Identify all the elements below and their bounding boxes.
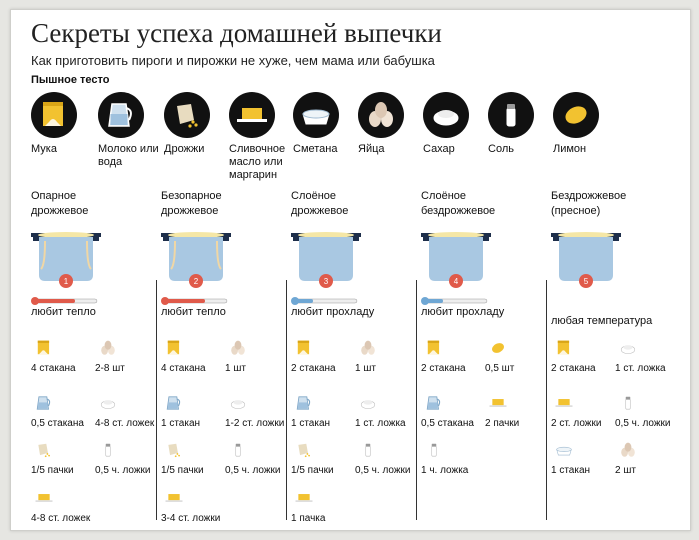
ingredient-1: [31, 92, 101, 156]
ingredient-label: Молоко или вода: [98, 143, 159, 168]
butter-icon: [485, 390, 549, 414]
amount-label: 2 ст. ложки: [551, 418, 602, 429]
amount-item: [161, 390, 225, 430]
amount-item: [421, 437, 485, 477]
yeast-icon: [161, 437, 225, 461]
dough-number-badge: 1: [63, 277, 69, 286]
amount-item: [95, 437, 159, 477]
ingredient-9: [553, 92, 623, 156]
ingredient-8: [488, 92, 558, 156]
lemon-icon: [485, 335, 549, 359]
amount-label: 1 ч. ложка: [421, 465, 469, 476]
dough-number-badge: 5: [583, 277, 589, 286]
amount-label: 0,5 ч. ложки: [225, 465, 281, 476]
pot-icon: [31, 225, 101, 294]
sugar-icon: [355, 390, 419, 414]
amount-label: 0,5 шт: [485, 363, 515, 374]
salt-icon: [225, 437, 289, 461]
ingredient-label: Яйца: [358, 143, 385, 155]
salt-icon: [95, 437, 159, 461]
amount-label: 2 стакана: [291, 363, 336, 374]
flour-icon: [291, 335, 355, 359]
temperature-note: любит тепло: [31, 306, 96, 318]
sugar-icon: [225, 390, 289, 414]
sugar-icon: [615, 335, 679, 359]
column-divider: [156, 280, 157, 520]
dough-title: Бездрожжевое (пресное): [551, 190, 627, 217]
flour-icon: [421, 335, 485, 359]
amount-item: [291, 390, 355, 430]
ingredient-7: [423, 92, 493, 156]
amount-item: [31, 485, 95, 525]
sugar-icon: [95, 390, 159, 414]
amount-item: [615, 335, 679, 375]
amount-item: [421, 335, 485, 375]
sour-cream-icon: [551, 437, 615, 461]
yeast-icon: [31, 437, 95, 461]
amount-label: 0,5 ч. ложки: [95, 465, 151, 476]
amount-item: [161, 437, 225, 477]
amount-label: 1/5 пачки: [31, 465, 74, 476]
amount-item: [485, 335, 549, 375]
flour-icon: [161, 335, 225, 359]
temperature-note: любая температура: [551, 315, 653, 327]
amount-label: 4-8 ст. ложек: [31, 513, 91, 524]
amount-item: [355, 437, 419, 477]
amount-label: 4 стакана: [161, 363, 206, 374]
pot-icon: [291, 225, 361, 294]
sour-cream-icon: [293, 92, 339, 138]
column-divider: [546, 280, 547, 520]
amount-item: [31, 390, 95, 430]
temperature-note: любит тепло: [161, 306, 226, 318]
amount-item: [161, 335, 225, 375]
eggs-icon: [95, 335, 159, 359]
amount-label: 2 стакана: [551, 363, 596, 374]
dough-title: Опарное дрожжевое: [31, 190, 89, 217]
amount-label: 0,5 ч. ложки: [615, 418, 671, 429]
yeast-icon: [291, 437, 355, 461]
amount-item: [161, 485, 225, 525]
ingredient-label: Сахар: [423, 143, 455, 155]
dough-title: Слоёное дрожжевое: [291, 190, 349, 217]
amount-item: [615, 390, 679, 430]
ingredient-5: [293, 92, 363, 156]
column-divider: [416, 280, 417, 520]
ingredient-label: Сметана: [293, 143, 338, 155]
amount-label: 3-4 ст. ложки: [161, 513, 221, 524]
amount-item: [225, 437, 289, 477]
ingredient-label: Соль: [488, 143, 514, 155]
amount-label: 1 стакан: [551, 465, 591, 476]
ingredient-label: Сливочное масло или маргарин: [229, 143, 286, 181]
amount-item: [551, 335, 615, 375]
lemon-icon: [553, 92, 599, 138]
milk-jug-icon: [161, 390, 225, 414]
amount-label: 1/5 пачки: [161, 465, 204, 476]
amount-label: 2-8 шт: [95, 363, 125, 374]
page-subtitle: Как приготовить пироги и пирожки не хуже, чем мама или бабушка: [31, 53, 435, 68]
ingredient-label: Мука: [31, 143, 57, 155]
amount-item: [355, 335, 419, 375]
pot-icon: [161, 225, 231, 294]
ingredient-4: [229, 92, 299, 182]
salt-icon: [615, 390, 679, 414]
amount-label: 2 пачки: [485, 418, 520, 429]
dough-title: Слоёное бездрожжевое: [421, 190, 496, 217]
flour-icon: [551, 335, 615, 359]
milk-jug-icon: [98, 92, 144, 138]
dough-title: Безопарное дрожжевое: [161, 190, 222, 217]
amount-item: [291, 335, 355, 375]
amount-label: 1 стакан: [291, 418, 331, 429]
ingredient-3: [164, 92, 234, 156]
page-title: Секреты успеха домашней выпечки: [31, 18, 442, 48]
flour-icon: [31, 92, 77, 138]
ingredient-label: Дрожжи: [164, 143, 205, 155]
dough-column-4: [421, 185, 551, 525]
section-heading: Пышное тесто: [31, 74, 110, 86]
dough-column-2: [161, 185, 291, 525]
salt-icon: [355, 437, 419, 461]
infographic-card: [10, 9, 691, 531]
amount-label: 1 стакан: [161, 418, 201, 429]
butter-icon: [229, 92, 275, 138]
amount-label: 2 шт: [615, 465, 636, 476]
amount-item: [551, 390, 615, 430]
amount-label: 1/5 пачки: [291, 465, 334, 476]
amount-label: 0,5 ч. ложки: [355, 465, 411, 476]
dough-column-3: [291, 185, 421, 525]
amount-item: [31, 335, 95, 375]
amount-item: [291, 485, 355, 525]
butter-icon: [551, 390, 615, 414]
amount-label: 1 ст. ложка: [615, 363, 666, 374]
amount-item: [551, 437, 615, 477]
salt-icon: [488, 92, 534, 138]
milk-jug-icon: [421, 390, 485, 414]
amount-label: 1 шт: [225, 363, 246, 374]
dough-column-5: [551, 185, 681, 525]
amount-label: 4 стакана: [31, 363, 76, 374]
amount-item: [355, 390, 419, 430]
salt-icon: [421, 437, 485, 461]
amount-label: 1-2 ст. ложки: [225, 418, 285, 429]
yeast-icon: [164, 92, 210, 138]
amount-item: [421, 390, 485, 430]
temperature-note: любит прохладу: [291, 306, 375, 318]
amount-label: 2 стакана: [421, 363, 466, 374]
amount-item: [291, 437, 355, 477]
eggs-icon: [225, 335, 289, 359]
ingredient-2: [98, 92, 168, 169]
amount-item: [225, 335, 289, 375]
eggs-icon: [615, 437, 679, 461]
amount-item: [485, 390, 549, 430]
eggs-icon: [358, 92, 404, 138]
dough-number-badge: 2: [193, 277, 199, 286]
dough-number-badge: 3: [323, 277, 329, 286]
ingredient-6: [358, 92, 428, 156]
column-divider: [286, 280, 287, 520]
flour-icon: [31, 335, 95, 359]
amount-item: [225, 390, 289, 430]
amount-label: 4-8 ст. ложек: [95, 418, 155, 429]
amount-label: 0,5 стакана: [31, 418, 84, 429]
ingredient-label: Лимон: [553, 143, 587, 155]
milk-jug-icon: [31, 390, 95, 414]
amount-label: 1 ст. ложка: [355, 418, 406, 429]
butter-icon: [31, 485, 95, 509]
amount-item: [95, 390, 159, 430]
butter-icon: [161, 485, 225, 509]
amount-item: [31, 437, 95, 477]
butter-icon: [291, 485, 355, 509]
sugar-icon: [423, 92, 469, 138]
pot-icon: [421, 225, 491, 294]
dough-number-badge: 4: [453, 277, 459, 286]
amount-label: 1 пачка: [291, 513, 326, 524]
dough-column-1: [31, 185, 161, 525]
pot-icon: [551, 225, 621, 294]
amount-label: 0,5 стакана: [421, 418, 474, 429]
temperature-note: любит прохладу: [421, 306, 505, 318]
eggs-icon: [355, 335, 419, 359]
milk-jug-icon: [291, 390, 355, 414]
amount-label: 1 шт: [355, 363, 376, 374]
amount-item: [95, 335, 159, 375]
amount-item: [615, 437, 679, 477]
